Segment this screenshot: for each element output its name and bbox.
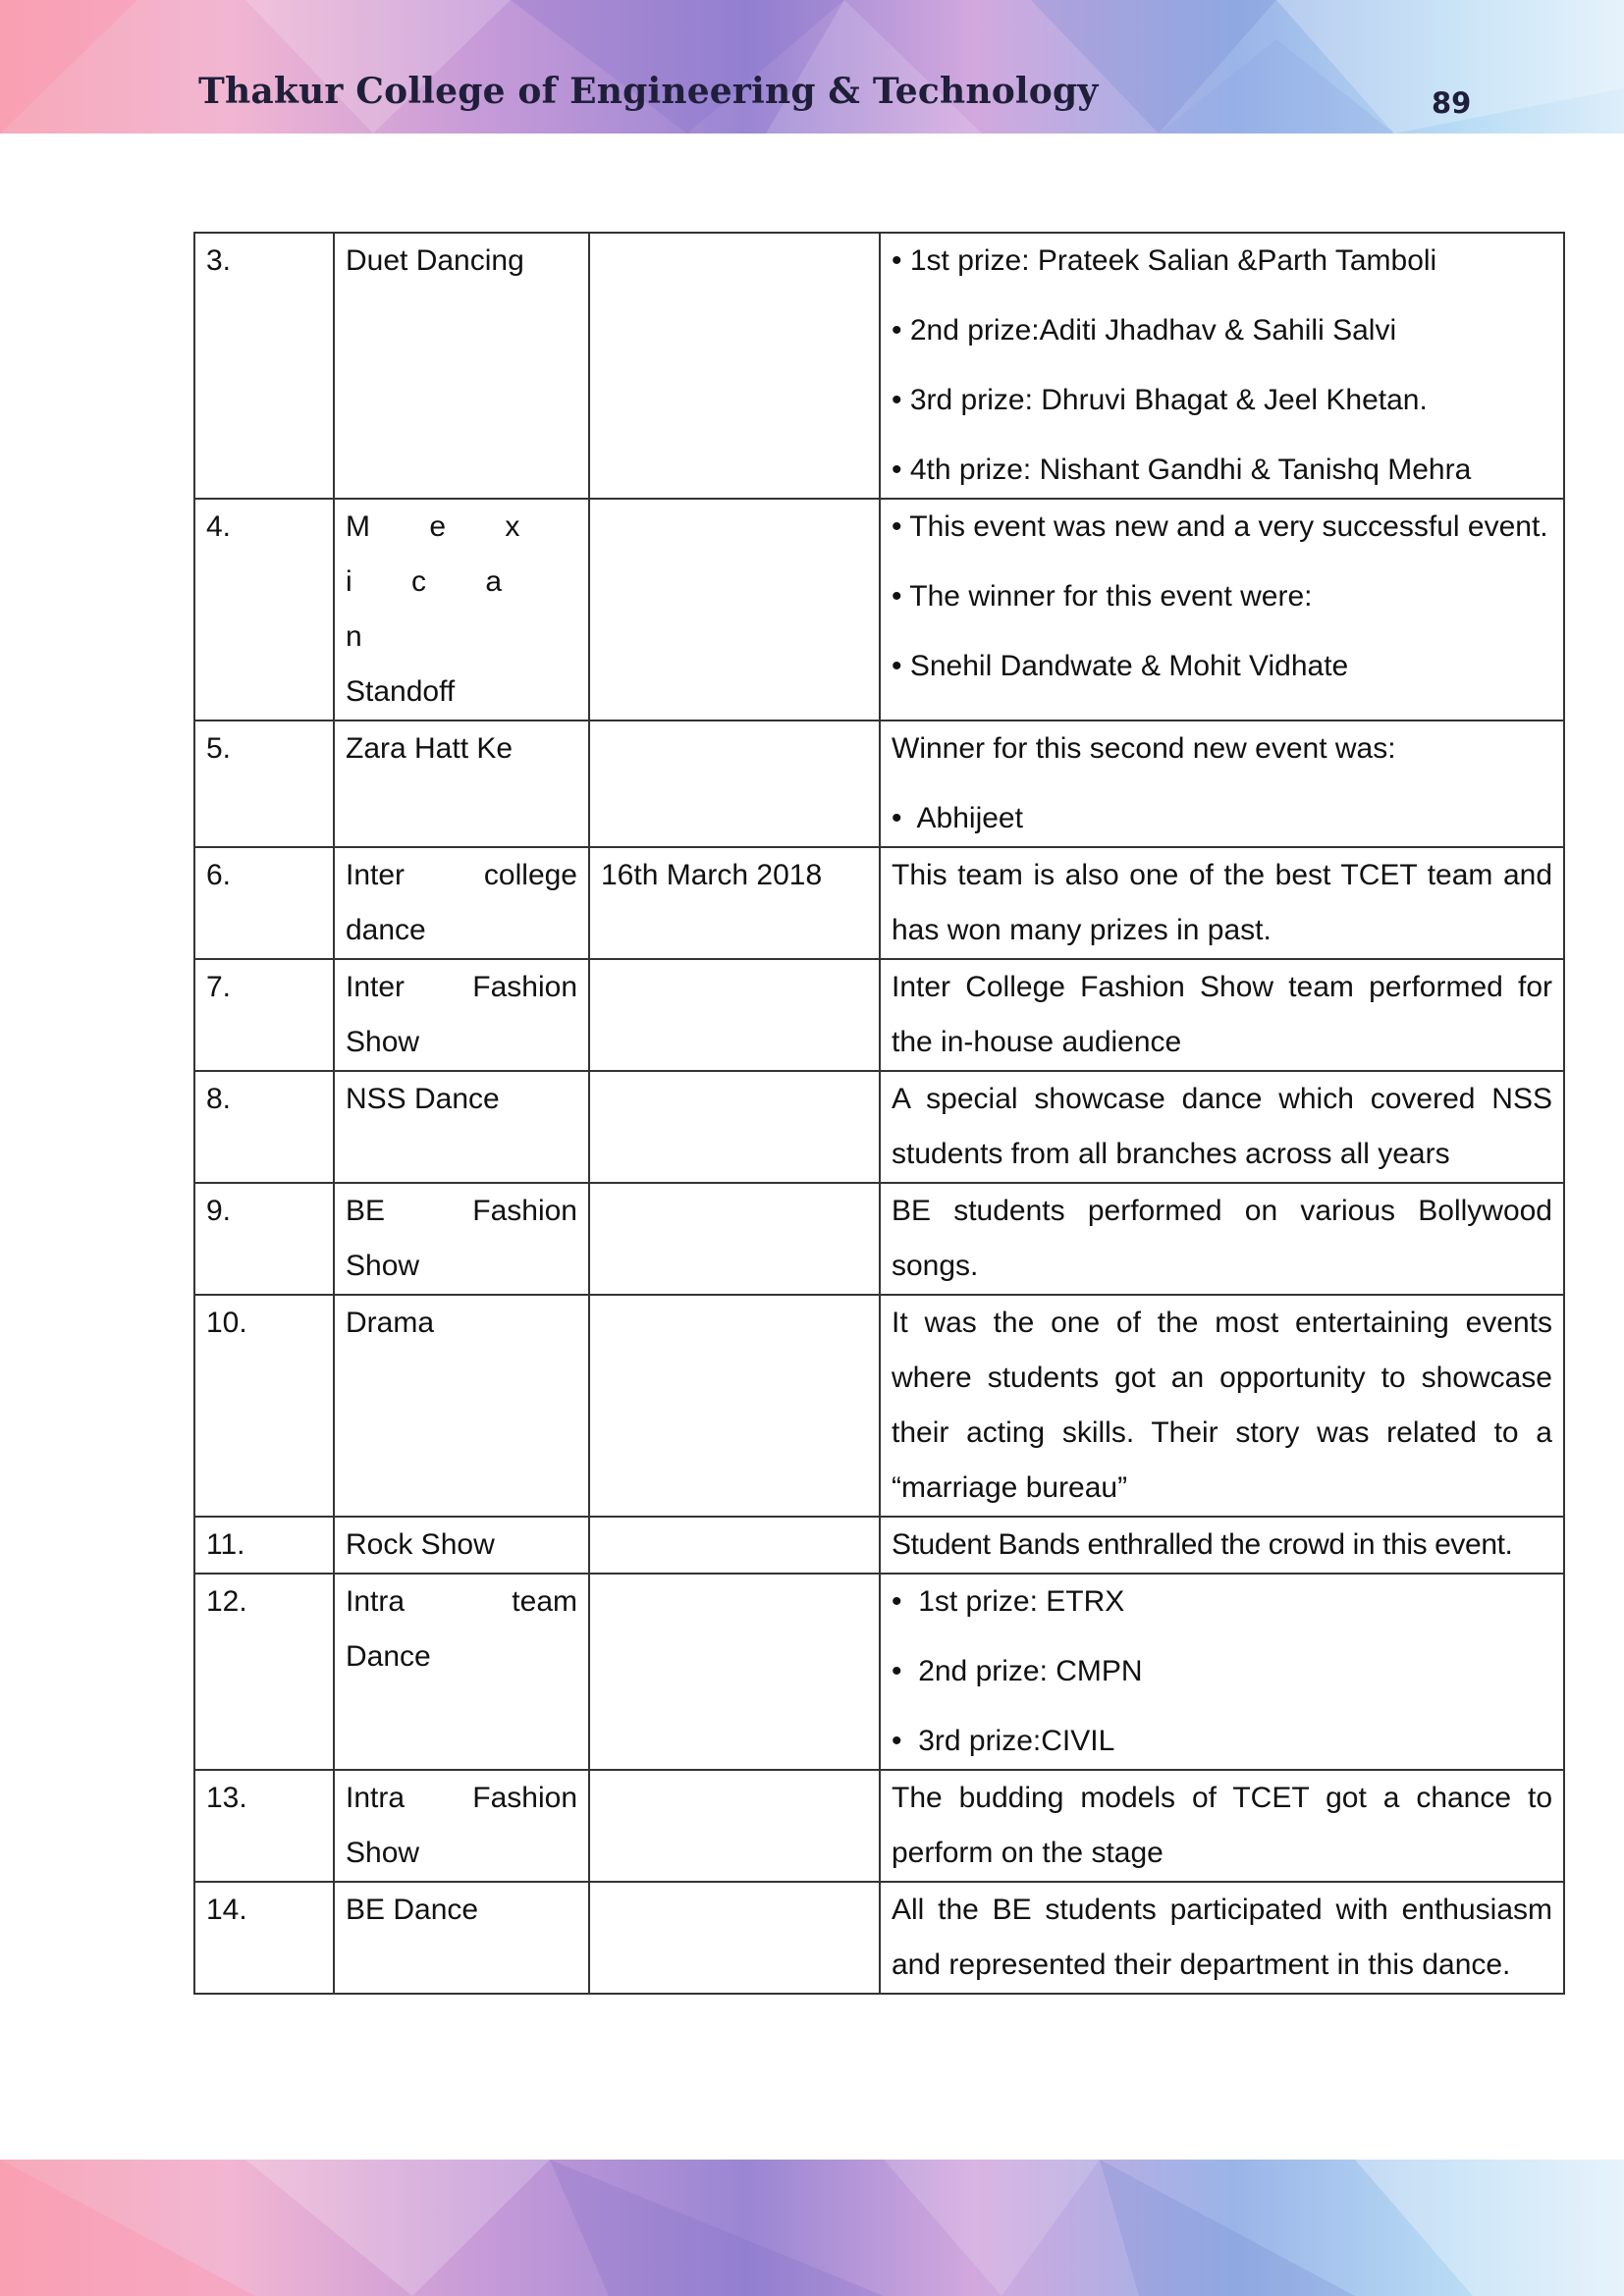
event-name: Drama (334, 1295, 589, 1517)
row-number: 13. (194, 1770, 334, 1882)
table-row (194, 1517, 1564, 1574)
table-row (194, 1882, 1564, 1994)
row-number: 10. (194, 1295, 334, 1517)
table-row (194, 499, 1564, 721)
event-details: It was the one of the most entertaining events where students got an opportunity to showcase their acting skills. Their story was related to a “marriage bureau” (880, 1295, 1564, 1517)
row-number: 11. (194, 1517, 334, 1574)
event-details (880, 721, 1564, 847)
header-banner (0, 0, 1624, 133)
row-number: 4. (194, 499, 334, 721)
row-number: 14. (194, 1882, 334, 1994)
list-item: • 2nd prize: CMPN (892, 1655, 1143, 1687)
event-date (589, 1295, 880, 1517)
event-date (589, 233, 880, 499)
list-item: • Abhijeet (892, 802, 1023, 834)
table-row (194, 1295, 1564, 1517)
list-item: • 2nd prize:Aditi Jhadhav & Sahili Salvi (892, 314, 1397, 347)
event-details: A special showcase dance which covered NSS students from all branches across all years (880, 1071, 1564, 1183)
event-details (880, 1574, 1564, 1770)
event-name: Inter college dance (334, 847, 589, 959)
table-row (194, 721, 1564, 847)
event-date (589, 1770, 880, 1882)
event-date: 16th March 2018 (589, 847, 880, 959)
event-details: All the BE students participated with enthusiasm and represented their department in this dance. (880, 1882, 1564, 1994)
list-item: • 3rd prize:CIVIL (892, 1725, 1115, 1757)
row-number: 3. (194, 233, 334, 499)
table-row (194, 233, 1564, 499)
event-details (880, 499, 1564, 721)
event-details (880, 233, 1564, 499)
event-date (589, 1183, 880, 1295)
row-number: 9. (194, 1183, 334, 1295)
event-details: This team is also one of the best TCET team and has won many prizes in past. (880, 847, 1564, 959)
row-number: 7. (194, 959, 334, 1071)
event-date (589, 499, 880, 721)
table-row (194, 959, 1564, 1071)
event-name: BE Fashion Show (334, 1183, 589, 1295)
list-item: • The winner for this event were: (892, 580, 1313, 613)
list-item: • 3rd prize: Dhruvi Bhagat & Jeel Khetan. (892, 384, 1428, 416)
table-row (194, 1071, 1564, 1183)
events-table (193, 232, 1565, 1995)
row-number: 8. (194, 1071, 334, 1183)
event-date (589, 721, 880, 847)
row-number: 12. (194, 1574, 334, 1770)
header-title: Thakur College of Engineering & Technology (198, 71, 1099, 112)
event-details: BE students performed on various Bollywood songs. (880, 1183, 1564, 1295)
event-details: Student Bands enthralled the crowd in this event. (880, 1517, 1564, 1574)
event-name: NSS Dance (334, 1071, 589, 1183)
event-date (589, 1517, 880, 1574)
list-item: • 4th prize: Nishant Gandhi & Tanishq Mehra (892, 454, 1472, 486)
table-row (194, 847, 1564, 959)
event-name: Intra team Dance (334, 1574, 589, 1770)
table-row (194, 1183, 1564, 1295)
event-date (589, 1071, 880, 1183)
event-details: The budding models of TCET got a chance to perform on the stage (880, 1770, 1564, 1882)
event-name: Inter Fashion Show (334, 959, 589, 1071)
footer-banner (0, 2160, 1624, 2296)
table-row (194, 1770, 1564, 1882)
page-number: 89 (1432, 86, 1472, 120)
event-name: Rock Show (334, 1517, 589, 1574)
table-row (194, 1574, 1564, 1770)
list-item: • This event was new and a very successful event. (892, 510, 1548, 543)
list-item: • 1st prize: Prateek Salian &Parth Tamboli (892, 244, 1437, 277)
event-details: Inter College Fashion Show team performed for the in-house audience (880, 959, 1564, 1071)
event-name: BE Dance (334, 1882, 589, 1994)
event-intro: Winner for this second new event was: (892, 732, 1396, 765)
event-name: Duet Dancing (334, 233, 589, 499)
header-banner-pattern (0, 0, 1624, 133)
event-name: M e x i c a n Standoff (334, 499, 589, 721)
row-number: 5. (194, 721, 334, 847)
list-item: • 1st prize: ETRX (892, 1585, 1125, 1618)
list-item: • Snehil Dandwate & Mohit Vidhate (892, 650, 1349, 682)
event-date (589, 1882, 880, 1994)
event-name: Zara Hatt Ke (334, 721, 589, 847)
event-date (589, 1574, 880, 1770)
footer-banner-pattern (0, 2160, 1624, 2296)
row-number: 6. (194, 847, 334, 959)
event-date (589, 959, 880, 1071)
event-name: Intra Fashion Show (334, 1770, 589, 1882)
